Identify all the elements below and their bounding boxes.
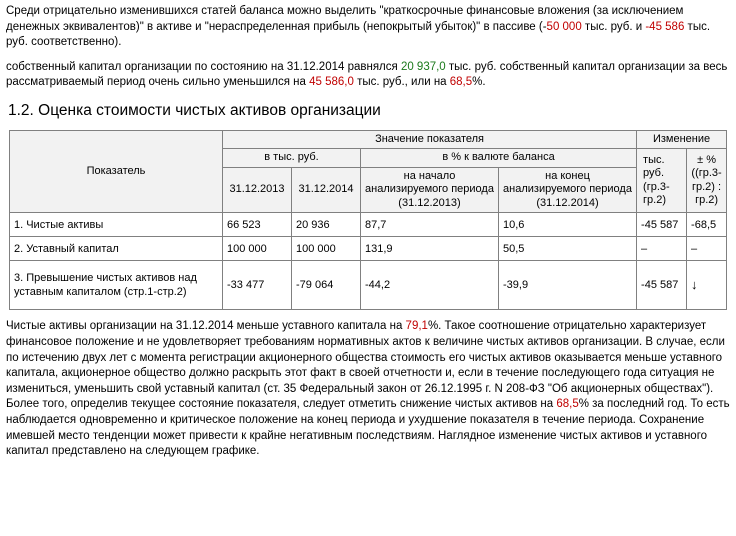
header-change-pct: ± % ((гр.3-гр.2) : гр.2) [687,149,727,213]
cell-change-pct: – [687,237,727,261]
cell-value-2014: 20 936 [292,213,361,237]
table-row [10,213,727,237]
text-run: тыс. руб. и [581,20,646,33]
table-row [10,237,727,261]
table-body [10,213,727,310]
cell-percent-end: -39,9 [499,261,637,310]
header-col-2014: 31.12.2014 [292,167,361,213]
header-percent-balance: в % к валюте баланса [361,149,637,168]
cell-percent-end: 50,5 [499,237,637,261]
row-indicator-label: 2. Уставный капитал [10,237,223,261]
row-indicator-label: 1. Чистые активы [10,213,223,237]
text-run: тыс. руб. собственный капитал организации за весь рассматриваемый период очень сильно уменьшился на [6,60,728,89]
cell-value-2014: -79 064 [292,261,361,310]
text-run: % за последний год. То есть наблюдается одновременно и критическое положение на конец периода и ухудшение показателя в течение периода. Сохранение имевшей место тенденции может привести к крайне негативным последствиям. Наглядное изменение чистых активов и уставного капитал представлено на следующем графике. [6,398,730,458]
cell-change-pct: -68,5 [687,213,727,237]
cell-percent-begin: 87,7 [361,213,499,237]
header-col-begin: на начало анализируемого периода (31.12.2013) [361,167,499,213]
negative-value: 79,1 [405,320,428,333]
arrow-down-icon: ↓ [691,276,698,292]
cell-change-abs: -45 587 [637,213,687,237]
section-heading: 1.2. Оценка стоимости чистых активов организации [8,101,381,119]
text-run: Чистые активы организации на 31.12.2014 меньше уставного капитала на [6,320,406,333]
intro-paragraph-1 [6,4,730,51]
table-header-row-1 [10,130,727,149]
header-value-group: Значение показателя [223,130,637,149]
cell-value-2014: 100 000 [292,237,361,261]
text-run: %. Такое соотношение отрицательно характеризует финансовое положение и не удовлетворяет требованиям нормативных актов к величине чистых активов организации. В случае, если по истечению двух лет с момента регистрации акционерного общества стоимость его чистых активов оказывается меньше уставного капитала, акционерное общество должно раскрыть этот факт в своей отчетности и, если в течение последующего года ситуация не измениться, уменьшить свой уставный капитал (ст. 35 Федеральный закон от 26.12.1995 г. N 208-ФЗ "Об акционерных обществах"). Более того, определив текущее состояние показателя, следует отметить снижение чистых активов на [6,320,725,411]
negative-value: -45 586 [645,20,685,33]
header-indicator: Показатель [10,130,223,213]
header-col-2013: 31.12.2013 [223,167,292,213]
table-header [10,130,727,213]
negative-value: 68,5 [449,76,473,89]
positive-value: 20 937,0 [400,60,446,73]
text-run: %. [472,76,486,89]
cell-percent-begin: 131,9 [361,237,499,261]
header-change-group: Изменение [637,130,727,149]
negative-value: 68,5 [556,398,579,411]
cell-value-2013: 100 000 [223,237,292,261]
text-run: тыс. руб. соответственно). [6,20,711,49]
negative-value: 45 586,0 [309,76,354,89]
cell-change-abs: – [637,237,687,261]
text-run: собственный капитал организации по состоянию на 31.12.2014 равнялся [6,60,401,73]
cell-percent-begin: -44,2 [361,261,499,310]
conclusion-paragraph [6,319,730,459]
cell-change-pct [687,261,727,310]
negative-value: 50 000 [546,20,582,33]
net-assets-table [9,130,727,311]
header-change-abs: тыс. руб. (гр.3-гр.2) [637,149,687,213]
header-thousand-rub: в тыс. руб. [223,149,361,168]
net-assets-table-wrapper [9,130,730,311]
cell-value-2013: 66 523 [223,213,292,237]
row-indicator-label: 3. Превышение чистых активов над уставным капиталом (стр.1-стр.2) [10,261,223,310]
cell-percent-end: 10,6 [499,213,637,237]
intro-paragraph-2 [6,60,730,91]
table-row [10,261,727,310]
text-run: Среди отрицательно изменившихся статей баланса можно выделить "краткосрочные финансовые вложения (за исключением денежных эквивалентов)" в активе и "нераспределенная прибыль (непокрытый убыток)" в пассиве (- [6,5,684,33]
cell-change-abs: -45 587 [637,261,687,310]
cell-value-2013: -33 477 [223,261,292,310]
header-col-end: на конец анализируемого периода (31.12.2014) [499,167,637,213]
text-run: тыс. руб., или на [353,76,450,89]
